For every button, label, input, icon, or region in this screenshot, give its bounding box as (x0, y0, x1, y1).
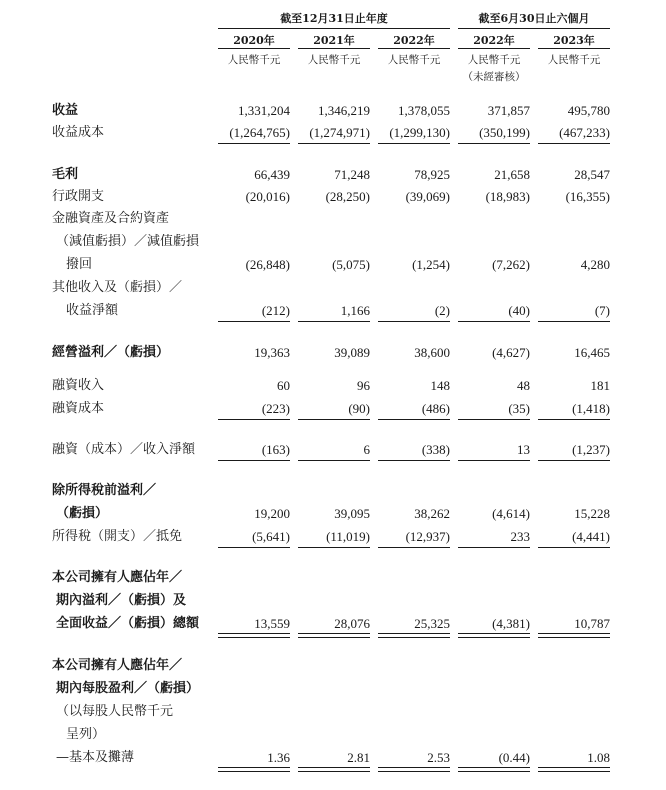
row-label: 融資成本 (52, 401, 105, 416)
subtotal-rule (218, 547, 290, 548)
total-double-rule (298, 767, 370, 772)
cell-value: 39,089 (334, 345, 370, 360)
subtotal-rule (538, 143, 610, 144)
cell-value: 60 (277, 378, 290, 393)
row-label: 呈列） (66, 727, 106, 742)
row-label: 收益淨額 (66, 303, 119, 318)
cell-value: 1.36 (267, 750, 290, 765)
unaudited-label: （未經審核） (462, 71, 526, 83)
cell-value: 4,280 (580, 257, 610, 272)
cell-value: (35) (508, 401, 530, 416)
cell-value: (39,069) (405, 189, 450, 204)
table-row (0, 613, 666, 635)
cell-value: (486) (421, 401, 450, 416)
cell-value: (26,848) (245, 257, 290, 272)
header-underline (218, 28, 450, 29)
table-row (0, 100, 666, 122)
cell-value: (163) (261, 442, 290, 457)
subtotal-rule (538, 419, 610, 420)
total-double-rule (378, 633, 450, 638)
subtotal-rule (538, 547, 610, 548)
year-header: 2022年 (393, 34, 435, 47)
cell-value: 371,857 (487, 103, 530, 118)
cell-value: 181 (590, 378, 610, 393)
total-double-rule (218, 633, 290, 638)
year-underline (538, 48, 610, 49)
cell-value: 28,076 (334, 616, 370, 631)
cell-value: 233 (510, 529, 530, 544)
total-double-rule (378, 767, 450, 772)
unit-label: 人民幣千元 (387, 54, 441, 66)
cell-value: 96 (357, 378, 370, 393)
cell-value: (4,441) (572, 529, 610, 544)
subtotal-rule (218, 419, 290, 420)
cell-value: (28,250) (325, 189, 370, 204)
subtotal-rule (218, 321, 290, 322)
cell-value: 1,346,219 (318, 103, 370, 118)
cell-value: (40) (508, 303, 530, 318)
subtotal-rule (298, 547, 370, 548)
row-label: 收益 (52, 103, 79, 118)
cell-value: (1,274,971) (309, 125, 370, 140)
subtotal-rule (538, 321, 610, 322)
cell-value: 21,658 (494, 167, 530, 182)
table-row (0, 254, 666, 276)
total-double-rule (458, 767, 530, 772)
row-label: 收益成本 (52, 125, 105, 140)
total-double-rule (218, 767, 290, 772)
row-label: 期內溢利／（虧損）及 (56, 593, 187, 608)
cell-value: (1,254) (412, 257, 450, 272)
row-label: 撥回 (66, 257, 93, 272)
subtotal-rule (298, 143, 370, 144)
row-label: 除所得稅前溢利／ (52, 483, 157, 498)
cell-value: 25,325 (414, 616, 450, 631)
subtotal-rule (298, 460, 370, 461)
cell-value: (338) (421, 442, 450, 457)
cell-value: (1,237) (572, 442, 610, 457)
cell-value: (350,199) (479, 125, 530, 140)
total-double-rule (538, 767, 610, 772)
table-row (0, 590, 666, 612)
year-header: 2023年 (553, 34, 595, 47)
cell-value: (2) (434, 303, 450, 318)
table-row (0, 186, 666, 208)
cell-value: (467,233) (559, 125, 610, 140)
table-row (0, 300, 666, 322)
cell-value: (4,381) (492, 616, 530, 631)
subtotal-rule (458, 321, 530, 322)
subtotal-rule (538, 460, 610, 461)
cell-value: 2.81 (347, 750, 370, 765)
row-label: （以每股人民幣千元 (56, 704, 174, 719)
unit-label: 人民幣千元 (307, 54, 361, 66)
cell-value: (223) (261, 401, 290, 416)
row-label: 毛利 (52, 167, 79, 182)
cell-value: 495,780 (567, 103, 610, 118)
cell-value: (12,937) (405, 529, 450, 544)
cell-value: 15,228 (574, 506, 610, 521)
row-label: （減值虧損）／減值虧損 (56, 234, 200, 249)
total-double-rule (298, 633, 370, 638)
period-header-year-ended: 截至12月31日止年度 (280, 12, 388, 25)
cell-value: 16,465 (574, 345, 610, 360)
subtotal-rule (378, 419, 450, 420)
row-label: 行政開支 (52, 189, 105, 204)
table-row (0, 678, 666, 700)
row-label: （虧損） (56, 506, 109, 521)
table-row (0, 526, 666, 548)
subtotal-rule (378, 143, 450, 144)
subtotal-rule (298, 321, 370, 322)
row-label: —基本及攤薄 (56, 750, 135, 765)
cell-value: (1,418) (572, 401, 610, 416)
cell-value: 19,363 (254, 345, 290, 360)
table-row (0, 439, 666, 461)
table-row (0, 724, 666, 746)
year-underline (378, 48, 450, 49)
year-header: 2022年 (473, 34, 515, 47)
cell-value: (5,075) (332, 257, 370, 272)
table-row (0, 701, 666, 723)
cell-value: 6 (363, 442, 370, 457)
subtotal-rule (378, 321, 450, 322)
cell-value: (4,614) (492, 506, 530, 521)
table-row (0, 208, 666, 230)
cell-value: 39,095 (334, 506, 370, 521)
cell-value: 1,378,055 (398, 103, 450, 118)
cell-value: 48 (517, 378, 530, 393)
table-row (0, 122, 666, 144)
row-label: 經營溢利／（虧損） (52, 345, 170, 360)
cell-value: 2.53 (427, 750, 450, 765)
cell-value: 1,331,204 (238, 103, 290, 118)
cell-value: 148 (430, 378, 450, 393)
cell-value: (1,264,765) (229, 125, 290, 140)
unit-label: 人民幣千元 (227, 54, 281, 66)
subtotal-rule (298, 419, 370, 420)
table-row (0, 342, 666, 364)
cell-value: (4,627) (492, 345, 530, 360)
subtotal-rule (458, 460, 530, 461)
period-header-six-months: 截至6月30日止六個月 (478, 12, 590, 25)
cell-value: 78,925 (414, 167, 450, 182)
cell-value: 28,547 (574, 167, 610, 182)
cell-value: 38,262 (414, 506, 450, 521)
year-header: 2020年 (233, 34, 275, 47)
table-row (0, 747, 666, 769)
year-underline (218, 48, 290, 49)
subtotal-rule (378, 460, 450, 461)
cell-value: 10,787 (574, 616, 610, 631)
year-underline (458, 48, 530, 49)
total-double-rule (458, 633, 530, 638)
subtotal-rule (458, 419, 530, 420)
row-label: 融資收入 (52, 378, 105, 393)
table-row (0, 567, 666, 589)
cell-value: (7,262) (492, 257, 530, 272)
row-label: 融資（成本）／收入淨額 (52, 442, 196, 457)
row-label: 金融資產及合約資產 (52, 211, 170, 226)
cell-value: (1,299,130) (389, 125, 450, 140)
table-row (0, 164, 666, 186)
table-row (0, 480, 666, 502)
row-label: 期內每股盈利／（虧損） (56, 681, 200, 696)
table-row (0, 503, 666, 525)
row-label: 全面收益／（虧損）總額 (56, 616, 200, 631)
year-underline (298, 48, 370, 49)
cell-value: 1.08 (587, 750, 610, 765)
cell-value: 38,600 (414, 345, 450, 360)
cell-value: (212) (261, 303, 290, 318)
cell-value: (7) (594, 303, 610, 318)
cell-value: (11,019) (326, 529, 370, 544)
header-underline (458, 28, 610, 29)
row-label: 所得稅（開支）／抵免 (52, 529, 183, 544)
total-double-rule (538, 633, 610, 638)
cell-value: 19,200 (254, 506, 290, 521)
unit-label: 人民幣千元 (547, 54, 601, 66)
row-label: 本公司擁有人應佔年／ (52, 658, 183, 673)
cell-value: 13 (517, 442, 530, 457)
table-row (0, 375, 666, 397)
cell-value: (5,641) (252, 529, 290, 544)
cell-value: 71,248 (334, 167, 370, 182)
cell-value: (18,983) (485, 189, 530, 204)
cell-value: (20,016) (245, 189, 290, 204)
cell-value: 1,166 (340, 303, 370, 318)
table-row (0, 655, 666, 677)
row-label: 其他收入及（虧損）／ (52, 280, 183, 295)
table-row (0, 277, 666, 299)
unit-label: 人民幣千元 (467, 54, 521, 66)
subtotal-rule (458, 547, 530, 548)
row-label: 本公司擁有人應佔年／ (52, 570, 183, 585)
subtotal-rule (218, 143, 290, 144)
cell-value: 13,559 (254, 616, 290, 631)
table-row (0, 231, 666, 253)
cell-value: (0.44) (498, 750, 530, 765)
year-header: 2021年 (313, 34, 355, 47)
cell-value: (90) (348, 401, 370, 416)
cell-value: 66,439 (254, 167, 290, 182)
cell-value: (16,355) (565, 189, 610, 204)
subtotal-rule (218, 460, 290, 461)
table-row (0, 398, 666, 420)
subtotal-rule (378, 547, 450, 548)
subtotal-rule (458, 143, 530, 144)
